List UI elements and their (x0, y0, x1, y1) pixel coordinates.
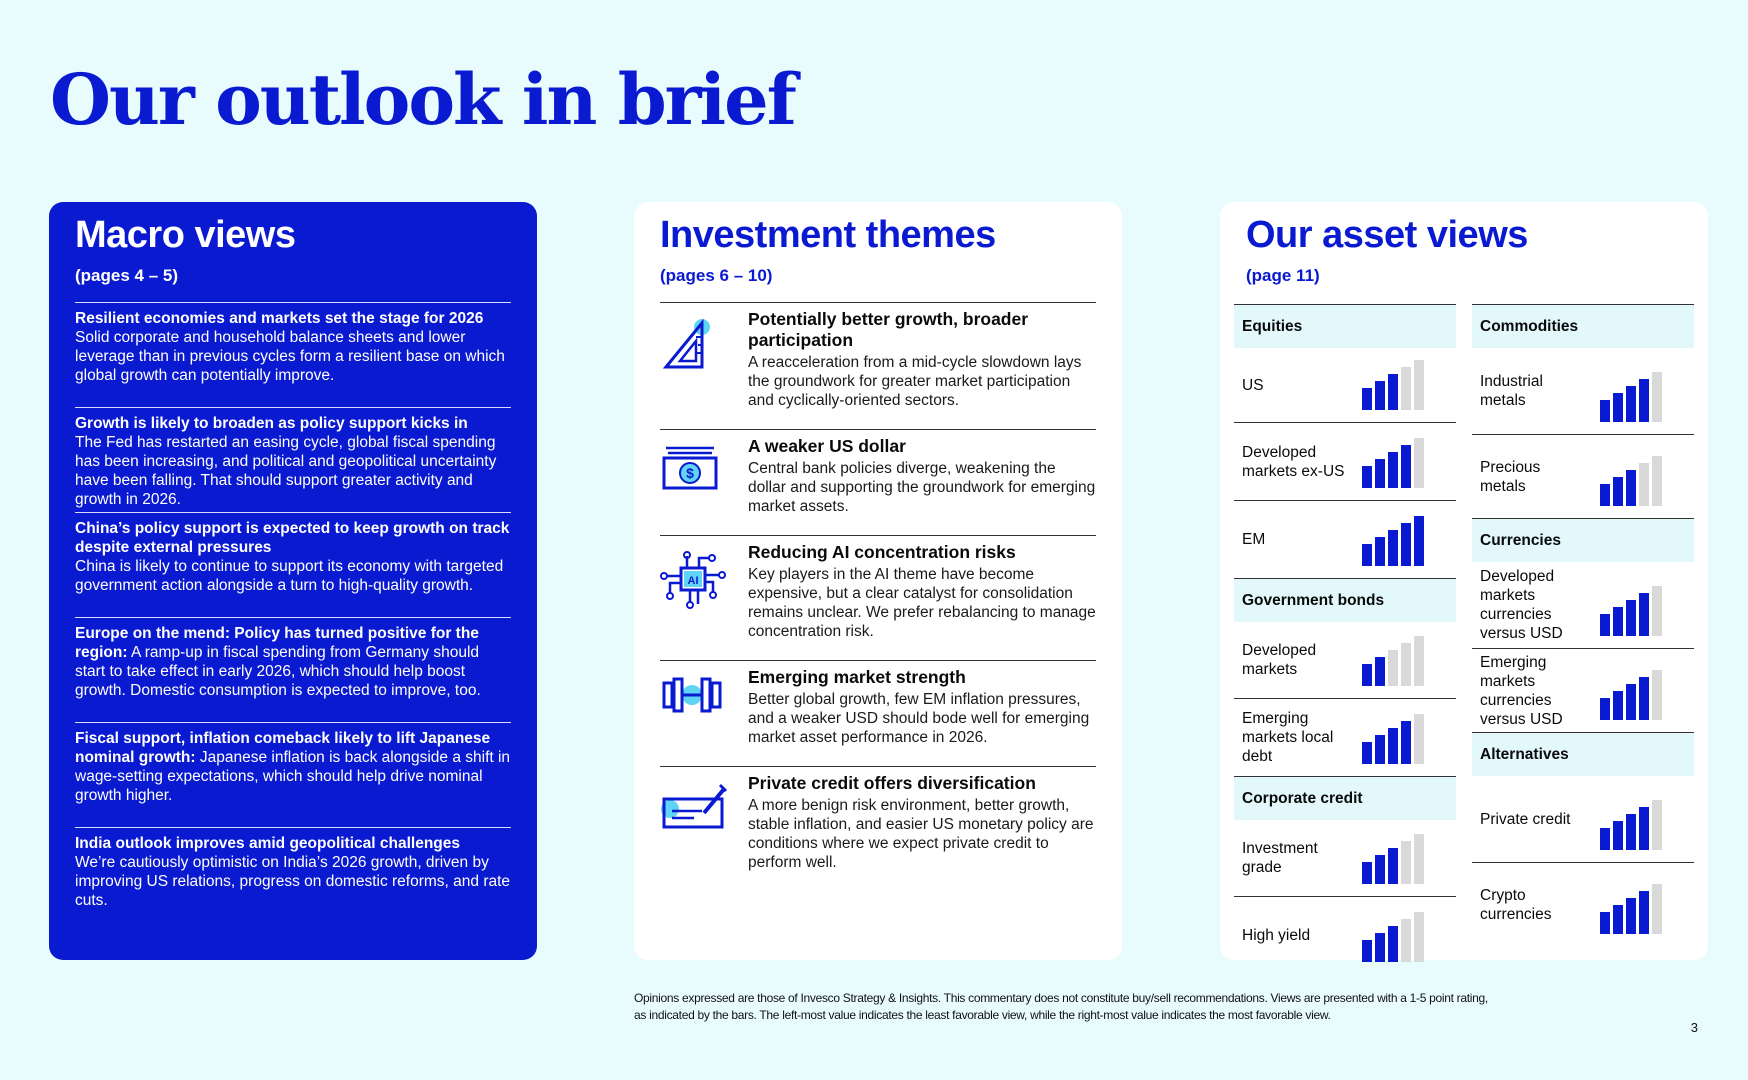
rating-bar (1600, 400, 1610, 422)
page-number: 3 (1690, 1020, 1698, 1035)
rating-bars (1600, 800, 1662, 850)
dollar-bill-icon (660, 436, 748, 535)
theme-text (748, 309, 1096, 429)
theme-description: Key players in the AI theme have become expensive, but a clear catalyst for consolidation remains unclear. We prefer rebalancing to manage concentration risk. (748, 566, 1096, 640)
rating-bar (1626, 600, 1636, 636)
theme-item (660, 766, 1096, 876)
asset-label: Emerging markets local debt (1242, 710, 1334, 765)
rating-bar (1652, 372, 1662, 422)
macro-item-heading: China’s policy support is expected to keep growth on track despite external pressures (75, 520, 510, 556)
macro-item-heading: Europe on the mend: Policy has turned positive for the region: (75, 625, 479, 661)
macro-item-body: Solid corporate and household balance sheets and lower leverage than in previous cycles form a resilient base on which global growth can potentially improve. (75, 329, 505, 384)
asset-row (1472, 776, 1694, 862)
theme-title: Potentially better growth, broader participation (748, 309, 1029, 350)
rating-bars (1600, 372, 1662, 422)
theme-item (660, 535, 1096, 660)
rating-bar (1375, 657, 1385, 686)
asset-views-pages: (page 11) (1246, 266, 1320, 285)
rating-bar (1375, 735, 1385, 764)
rating-bar (1652, 670, 1662, 720)
rating-bar (1388, 374, 1398, 410)
rating-bar (1613, 607, 1623, 636)
rating-bar (1626, 684, 1636, 720)
rating-bar (1401, 919, 1411, 962)
rating-bars (1362, 834, 1424, 884)
asset-row (1472, 348, 1694, 434)
theme-title: A weaker US dollar (748, 436, 906, 456)
rating-bar (1401, 841, 1411, 884)
macro-views-title: Macro views (75, 214, 296, 256)
rating-bars (1362, 714, 1424, 764)
rating-bar (1375, 537, 1385, 566)
rating-bar (1600, 484, 1610, 506)
asset-label: Precious metals (1480, 458, 1541, 495)
asset-label: Investment grade (1242, 840, 1318, 876)
rating-bar (1613, 905, 1623, 934)
rating-bar (1375, 855, 1385, 884)
rating-bars (1600, 456, 1662, 506)
asset-label: High yield (1242, 927, 1311, 944)
rating-bar (1401, 721, 1411, 764)
rating-bar (1639, 891, 1649, 934)
rating-bar (1375, 933, 1385, 962)
theme-text (748, 773, 1096, 876)
theme-description: A more benign risk environment, better growth, stable inflation, and easier US monetary policy are conditions where we expect private credit to perform well. (748, 797, 1094, 871)
investment-themes-panel (634, 202, 1122, 960)
investment-themes-pages: (pages 6 – 10) (660, 266, 773, 285)
rating-bar (1401, 445, 1411, 488)
rating-bar (1414, 636, 1424, 686)
rating-bar (1600, 614, 1610, 636)
macro-list (75, 302, 511, 932)
rating-bar (1388, 926, 1398, 962)
rating-bar (1414, 912, 1424, 962)
asset-row (1234, 698, 1456, 776)
asset-category-header: Government bonds (1234, 578, 1456, 622)
theme-description: Better global growth, few EM inflation pressures, and a weaker USD should bode well for emerging market asset performance in 2026. (748, 691, 1090, 746)
asset-category-header: Currencies (1472, 518, 1694, 562)
macro-item (75, 407, 511, 512)
rating-bar (1652, 800, 1662, 850)
theme-list (660, 302, 1096, 876)
macro-item-body: The Fed has restarted an easing cycle, global fiscal spending has been increasing, and political and geopolitical uncertainty have been falling. That should support greater activity and growth in 2026. (75, 434, 497, 508)
asset-category-header: Equities (1234, 304, 1456, 348)
asset-label: Developed markets ex-US (1242, 443, 1345, 480)
rating-bar (1375, 459, 1385, 488)
rating-bars (1362, 438, 1424, 488)
investment-themes-title: Investment themes (660, 214, 996, 256)
rating-bar (1362, 388, 1372, 410)
rating-bar (1401, 523, 1411, 566)
rating-bar (1375, 381, 1385, 410)
rating-bar (1639, 677, 1649, 720)
rating-bar (1414, 834, 1424, 884)
macro-item-body: A ramp-up in fiscal spending from Germany should start to take effect in early 2026, which should help boost growth. Domestic consumption is expected to improve, too. (75, 644, 481, 699)
footnote-line: Opinions expressed are those of Invesco Strategy & Insights. This commentary does not constitute buy/sell recommendations. Views are presented with a 1-5 point rating, (634, 991, 1488, 1005)
macro-item-heading: Resilient economies and markets set the stage for 2026 (75, 310, 484, 327)
theme-title: Reducing AI concentration risks (748, 542, 1016, 562)
rating-bar (1388, 650, 1398, 686)
asset-label: Private credit (1480, 810, 1571, 828)
asset-category-header: Corporate credit (1234, 776, 1456, 820)
rating-bars (1362, 636, 1424, 686)
theme-description: Central bank policies diverge, weakening the dollar and supporting the groundwork for emerging market assets. (748, 460, 1096, 515)
rating-bars (1600, 670, 1662, 720)
macro-views-pages: (pages 4 – 5) (75, 266, 178, 285)
macro-item-heading: India outlook improves amid geopolitical challenges (75, 835, 460, 852)
rating-bar (1613, 477, 1623, 506)
macro-views-panel (49, 202, 537, 960)
rating-bar (1600, 828, 1610, 850)
theme-item (660, 429, 1096, 535)
rating-bar (1362, 466, 1372, 488)
rating-bar (1626, 898, 1636, 934)
theme-text (748, 667, 1096, 766)
asset-row (1472, 648, 1694, 732)
asset-views-panel (1220, 202, 1708, 960)
rating-bar (1600, 912, 1610, 934)
asset-row (1234, 820, 1456, 896)
macro-item (75, 722, 511, 827)
asset-label: Developed markets currencies versus USD (1480, 568, 1563, 642)
rating-bar (1414, 438, 1424, 488)
macro-item-body: We’re cautiously optimistic on India’s 2026 growth, driven by improving US relations, progress on domestic reforms, and rate cuts. (75, 854, 511, 909)
macro-item-heading: Fiscal support, inflation comeback likely to lift Japanese nominal growth: (75, 730, 491, 766)
ai-chip-icon (660, 542, 748, 660)
page-title: Our outlook in brief (50, 58, 795, 141)
rating-bar (1414, 714, 1424, 764)
asset-label: Emerging markets currencies versus USD (1480, 653, 1563, 728)
asset-label: Industrial metals (1480, 373, 1543, 409)
triangle-ruler-icon (660, 309, 748, 429)
asset-row (1234, 896, 1456, 974)
asset-category-header: Commodities (1472, 304, 1694, 348)
macro-item (75, 617, 511, 722)
asset-row (1234, 500, 1456, 578)
rating-bar (1362, 862, 1372, 884)
rating-bar (1388, 848, 1398, 884)
macro-item-heading: Growth is likely to broaden as policy support kicks in (75, 415, 468, 432)
asset-category-header: Alternatives (1472, 732, 1694, 776)
rating-bar (1652, 884, 1662, 934)
rating-bars (1362, 360, 1424, 410)
theme-item (660, 660, 1096, 766)
rating-bar (1652, 586, 1662, 636)
asset-row (1472, 562, 1694, 648)
rating-bar (1639, 379, 1649, 422)
asset-row (1234, 422, 1456, 500)
rating-bar (1613, 691, 1623, 720)
rating-bar (1613, 393, 1623, 422)
cheque-pen-icon (660, 773, 748, 876)
asset-label: US (1242, 376, 1264, 394)
theme-title: Private credit offers diversification (748, 773, 1036, 793)
rating-bar (1613, 821, 1623, 850)
asset-row (1472, 862, 1694, 946)
macro-item-body: Japanese inflation is back alongside a shift in wage-setting expectations, which should help drive nominal growth higher. (75, 749, 511, 804)
rating-bar (1626, 470, 1636, 506)
asset-label: Developed markets (1242, 642, 1317, 678)
rating-bar (1639, 463, 1649, 506)
asset-column-right (1472, 304, 1694, 974)
rating-bars (1600, 884, 1662, 934)
rating-bar (1626, 814, 1636, 850)
svg-text:AI: AI (687, 575, 699, 587)
macro-item-body: China is likely to continue to support its economy with targeted government action alongside a turn to high-quality growth. (75, 558, 504, 594)
asset-row (1472, 434, 1694, 518)
rating-bar (1652, 456, 1662, 506)
rating-bars (1362, 912, 1424, 962)
macro-item (75, 302, 511, 407)
asset-column-left (1234, 304, 1456, 974)
macro-item (75, 512, 511, 617)
rating-bar (1362, 742, 1372, 764)
theme-title: Emerging market strength (748, 667, 966, 687)
theme-text (748, 436, 1096, 535)
rating-bar (1639, 807, 1649, 850)
svg-text:$: $ (686, 465, 694, 481)
asset-label: EM (1242, 531, 1266, 548)
rating-bar (1362, 940, 1372, 962)
rating-bar (1388, 728, 1398, 764)
rating-bar (1388, 530, 1398, 566)
footnote (634, 990, 1488, 1024)
asset-row (1234, 622, 1456, 698)
rating-bars (1362, 516, 1424, 566)
rating-bar (1626, 386, 1636, 422)
asset-row (1234, 348, 1456, 422)
asset-label: Crypto currencies (1480, 886, 1552, 923)
rating-bar (1600, 698, 1610, 720)
theme-item (660, 302, 1096, 429)
rating-bar (1414, 516, 1424, 566)
rating-bar (1362, 544, 1372, 566)
macro-item (75, 827, 511, 932)
rating-bar (1362, 664, 1372, 686)
dumbbell-icon (660, 667, 748, 766)
rating-bar (1388, 452, 1398, 488)
rating-bar (1401, 643, 1411, 686)
rating-bar (1414, 360, 1424, 410)
rating-bars (1600, 586, 1662, 636)
rating-bar (1639, 593, 1649, 636)
theme-text (748, 542, 1096, 660)
rating-bar (1401, 367, 1411, 410)
footnote-line: as indicated by the bars. The left-most value indicates the least favorable view, while the right-most value indicates the most favorable view. (634, 1008, 1331, 1022)
theme-description: A reacceleration from a mid-cycle slowdown lays the groundwork for greater market participation and cyclically-oriented sectors. (748, 354, 1082, 409)
asset-views-title: Our asset views (1246, 214, 1528, 256)
